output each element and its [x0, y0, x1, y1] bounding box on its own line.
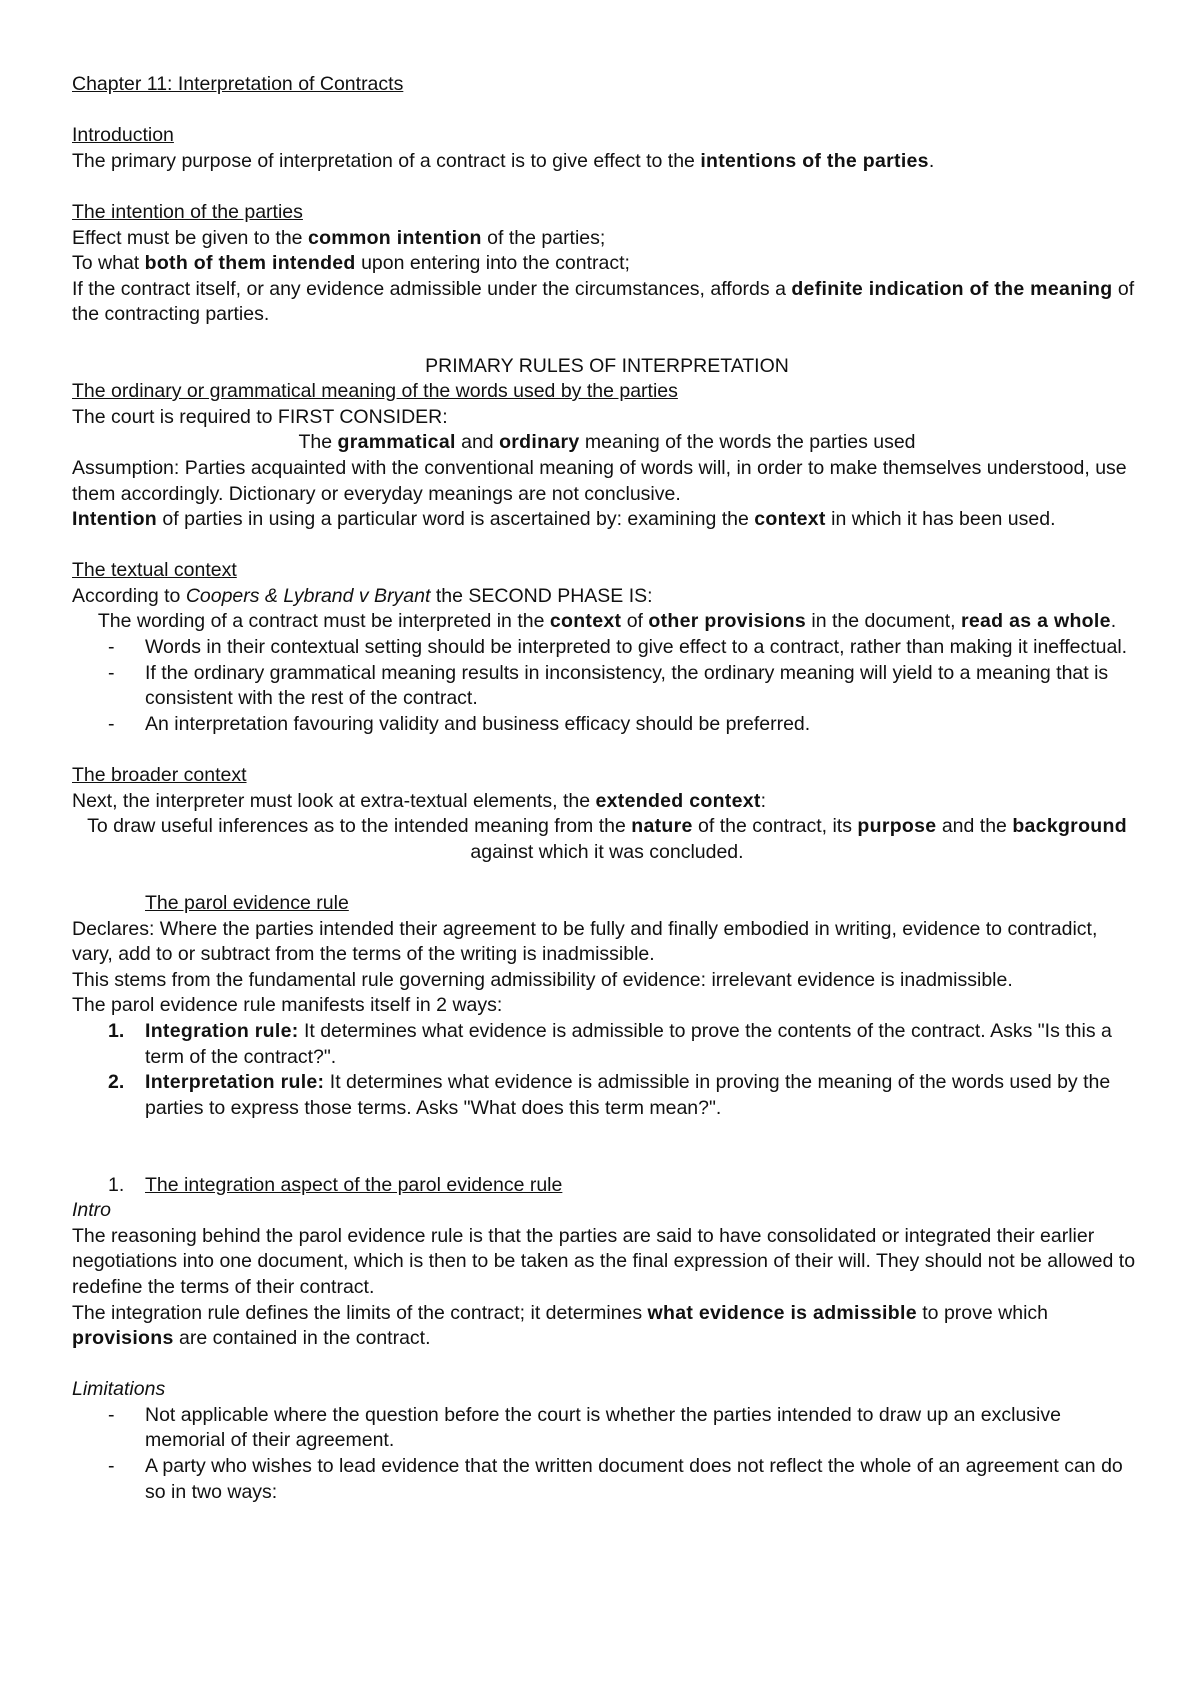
limitations-bullet-list	[72, 1403, 1142, 1505]
list-item: - If the ordinary grammatical meaning results in inconsistency, the ordinary meaning will yield to a meaning that is consistent with the rest of the contract.	[108, 661, 1109, 710]
list-item: - An interpretation favouring validity and business efficacy should be preferred.	[108, 712, 811, 735]
limitations-label: Limitations	[72, 1378, 166, 1401]
intention-context-paragraph: Intention of parties in using a particular word is ascertained by: examining the context in which it has been used.	[72, 508, 1056, 531]
parol-heading-row	[72, 891, 1142, 917]
intention-line-1: Effect must be given to the common intention of the parties;	[72, 226, 606, 249]
list-item: 1. Integration rule: It determines what evidence is admissible to prove the contents of the contract. Asks "Is this a term of the contract?".	[108, 1019, 1112, 1068]
primary-rules-heading: PRIMARY RULES OF INTERPRETATION	[425, 354, 789, 377]
read-as-whole-paragraph: The wording of a contract must be interpreted in the context of other provisions in the document, read as a whole.	[97, 610, 1117, 633]
intention-line-2: To what both of them intended upon entering into the contract;	[72, 252, 630, 275]
integration-heading-list	[72, 1173, 1142, 1199]
parol-numbered-list	[72, 1019, 1142, 1121]
intro-label: Intro	[72, 1199, 112, 1222]
list-item: 1. The integration aspect of the parol evidence rule	[108, 1173, 563, 1196]
list-item: - A party who wishes to lead evidence that the written document does not reflect the whole of an agreement can do so in two ways:	[108, 1455, 1123, 1503]
intro-paragraph: The primary purpose of interpretation of a contract is to give effect to the intentions of the parties.	[72, 149, 935, 172]
assumption-paragraph: Assumption: Parties acquainted with the conventional meaning of words will, in order to make themselves understood, use them accordingly. Dictionary or everyday meanings are not conclusive.	[72, 456, 1127, 505]
chapter-title: Chapter 11: Interpretation of Contracts	[72, 73, 404, 95]
inferences-paragraph: To draw useful inferences as to the intended meaning from the nature of the contract, its purpose and the background against which it was concluded.	[87, 815, 1127, 863]
parol-manifests: The parol evidence rule manifests itself in 2 ways:	[72, 994, 503, 1017]
textual-context-heading: The textual context	[72, 559, 237, 582]
first-consider: The court is required to FIRST CONSIDER:	[72, 405, 448, 428]
ordinary-meaning-heading: The ordinary or grammatical meaning of the words used by the parties	[72, 380, 678, 403]
list-item: 2. Interpretation rule: It determines what evidence is admissible in proving the meaning of the words used by the parties to express those terms. Asks "What does this term mean?".	[108, 1071, 1111, 1119]
parol-heading: The parol evidence rule	[145, 892, 349, 914]
list-item: - Words in their contextual setting should be interpreted to give effect to a contract, rather than making it ineffectual.	[108, 636, 1128, 659]
parol-stems: This stems from the fundamental rule governing admissibility of evidence: irrelevant evidence is inadmissible.	[72, 968, 1013, 991]
intention-line-3: If the contract itself, or any evidence admissible under the circumstances, affords a definite indication of the meaning of the contracting parties.	[72, 277, 1135, 326]
coopers-line: According to Coopers & Lybrand v Bryant the SECOND PHASE IS:	[72, 584, 653, 607]
intro-heading: Introduction	[72, 124, 174, 147]
parol-declares: Declares: Where the parties intended their agreement to be fully and finally embodied in writing, evidence to contradict, vary, add to or subtract from the terms of the writing is inadmissible.	[72, 917, 1098, 966]
extended-context-line: Next, the interpreter must look at extra-textual elements, the extended context:	[72, 789, 767, 812]
grammatical-ordinary-line: The grammatical and ordinary meaning of the words the parties used	[298, 431, 916, 454]
broader-context-heading: The broader context	[72, 764, 247, 787]
integration-heading: The integration aspect of the parol evidence rule	[145, 1173, 563, 1196]
intention-heading: The intention of the parties	[72, 200, 303, 223]
integration-limits: The integration rule defines the limits of the contract; it determines what evidence is admissible to prove which provisions are contained in the contract.	[72, 1301, 1048, 1350]
list-item: - Not applicable where the question before the court is whether the parties intended to draw up an exclusive memorial of their agreement.	[108, 1403, 1061, 1452]
integration-reasoning: The reasoning behind the parol evidence rule is that the parties are said to have consolidated or integrated their earlier negotiations into one document, which is then to be taken as the final expression of their will. They should not be allowed to redefine the terms of their contract.	[72, 1224, 1136, 1298]
document-page	[72, 72, 1142, 1505]
textual-bullet-list	[72, 635, 1142, 737]
